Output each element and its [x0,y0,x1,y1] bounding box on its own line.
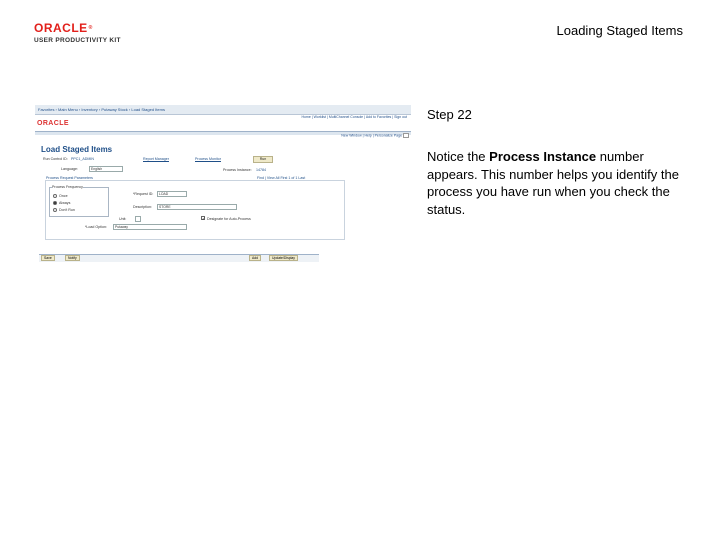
app-screenshot [35,105,411,265]
instruction-before: Notice the [427,149,490,164]
request-id-label: *Request ID: [133,192,154,196]
load-option-label: *Load Option: [85,225,107,229]
auto-process-checkbox[interactable]: ✓ [202,216,206,221]
radio-dont-run[interactable] [53,208,57,212]
run-button[interactable]: Run [253,156,273,163]
radio-dont-run-label: Don't Run [59,208,75,212]
process-instance-label: Process Instance: [223,168,252,172]
menu-multichannel[interactable]: MultiChannel Console [328,115,364,119]
frequency-group-title: Process Frequency [52,185,83,189]
header-menu: Home | Worklist | MultiChannel Console | Add to Favorites | Sign out [301,115,407,119]
language-label: Language: [61,167,78,171]
menu-favorites[interactable]: Add to Favorites [365,115,392,119]
oracle-upk-logo [34,22,126,48]
tool-personalize[interactable]: Personalize Page [374,133,403,138]
app-page-title: Load Staged Items [41,145,113,154]
step-number: Step 22 [427,107,472,122]
process-monitor-link[interactable]: Process Monitor [195,157,221,161]
logo-subtitle: USER PRODUCTIVITY KIT [34,37,121,44]
radio-once-label: Once [59,194,68,198]
app-brand-logo: ORACLE [37,120,69,127]
run-control-label: Run Control ID: [43,157,68,161]
radio-always-label: Always [59,201,71,205]
tool-new-window[interactable]: New Window [341,133,362,138]
notify-button[interactable]: Notify [65,255,80,261]
instruction-after: number appears. This number helps you identify the process you have run when you check the status. [427,149,679,217]
add-button[interactable]: Add [249,255,261,261]
request-id-input[interactable]: LOAD [157,191,187,197]
menu-home[interactable]: Home [301,115,311,119]
section-title: Process Request Parameters [46,176,93,180]
menu-worklist[interactable]: Worklist [313,115,327,119]
process-frequency-group [49,187,109,217]
description-label: Description: [133,205,152,209]
instruction-text [427,148,697,218]
save-button[interactable]: Save [41,255,55,261]
tool-help[interactable]: Help [364,133,372,138]
load-option-select[interactable]: Putaway [113,224,187,230]
page-title: Loading Staged Items [556,23,683,38]
run-control-value: PPC1_ADMIN [71,157,94,161]
business-unit-label: Unit: [119,217,127,221]
auto-process-label: Designate for Auto-Process [207,217,251,221]
section-navigation[interactable]: Find | View All First 1 of 1 Last [257,176,306,180]
logo-word: ORACLE ® [34,22,93,34]
report-manager-link[interactable]: Report Manager [143,157,169,161]
radio-always[interactable] [53,201,57,205]
process-instance-value: 14784 [256,168,266,172]
language-select[interactable]: English [89,166,123,172]
instruction-emphasis: Process Instance [489,149,597,164]
breadcrumb: Favorites › Main Menu › Inventory › Putaway Stock › Load Staged Items [35,105,411,115]
description-input[interactable]: STORE [157,204,237,210]
radio-once[interactable] [53,194,57,198]
expand-icon[interactable] [403,133,409,138]
menu-signout[interactable]: Sign out [394,115,407,119]
business-unit-lookup[interactable] [135,216,141,222]
update-display-button[interactable]: Update/Display [269,255,298,261]
page-tools: New Window | Help | Personalize Page [341,133,409,138]
